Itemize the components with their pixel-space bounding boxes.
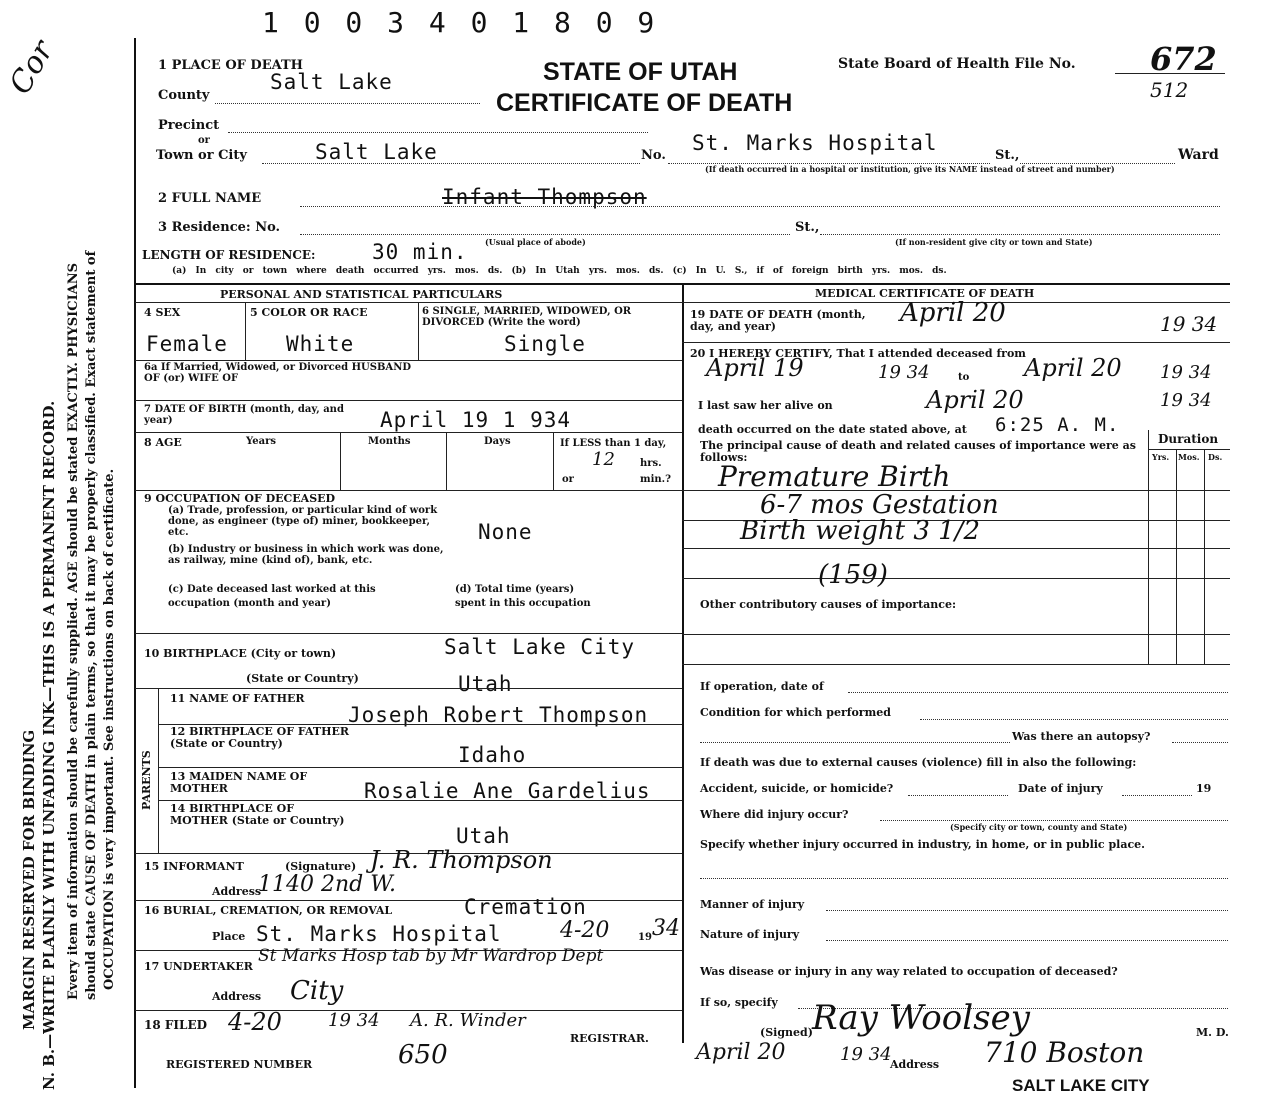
residence-st-label: St.,: [795, 220, 820, 235]
burial-year: 34: [652, 916, 680, 941]
to-label: to: [958, 372, 970, 383]
father-label: 11 NAME OF FATHER: [170, 692, 305, 705]
reg-number: 650: [398, 1040, 448, 1070]
dod-label: 19 DATE OF DEATH (month, day, and year): [690, 308, 866, 333]
autopsy-line: [700, 742, 1010, 743]
filed-date: 4-20: [228, 1008, 282, 1036]
hospital-value: St. Marks Hospital: [692, 131, 938, 155]
injury-date-label: Date of injury: [1018, 782, 1103, 795]
informant-label: 15 INFORMANT: [144, 860, 244, 873]
occupation-value: None: [478, 520, 533, 544]
where-note: (Specify city or town, county and State): [950, 822, 1128, 832]
margin-instr-2: should state CAUSE OF DEATH in plain terms, so that it may be properly classified. Exact statement of: [84, 250, 99, 1000]
row-rule-13: [135, 1010, 682, 1011]
file-line: [1115, 73, 1225, 74]
dob-value: April 19 1 934: [380, 408, 572, 432]
undertaker-label: 17 UNDERTAKER: [144, 960, 253, 973]
autopsy-label: Was there an autopsy?: [1012, 730, 1151, 743]
ward-label: Ward: [1178, 147, 1219, 163]
age-months-label: Months: [368, 436, 411, 447]
margin-binding: MARGIN RESERVED FOR BINDING: [20, 729, 38, 1030]
parents-divider: [158, 688, 159, 853]
mother-bp-label: 14 BIRTHPLACE OF MOTHER (State or Country): [170, 802, 345, 827]
duration-ds: Ds.: [1208, 452, 1223, 462]
row-rule-5: [135, 633, 682, 634]
manner-label: Manner of injury: [700, 898, 805, 911]
age-div-3: [553, 432, 554, 490]
certify-label: 20 I HEREBY CERTIFY, That I attended deceased from: [690, 347, 1026, 360]
sex-label: 4 SEX: [144, 306, 181, 319]
row-rule-8: [158, 767, 682, 768]
informant-address-label: Address: [212, 885, 262, 898]
abode-note: (Usual place of abode): [485, 237, 586, 247]
cause-2: 6-7 mos Gestation: [760, 490, 999, 520]
occurred-label: death occurred on the date stated above, at: [698, 423, 967, 436]
informant-signature: J. R. Thompson: [370, 846, 553, 874]
spouse-label: 6a If Married, Widowed, or Divorced HUSBAND OF (or) WIFE OF: [144, 362, 412, 384]
med-line-d: [682, 578, 1230, 579]
birth-state-value: Utah: [458, 672, 513, 696]
duration-div-3: [1204, 449, 1205, 665]
precinct-line: [228, 132, 648, 133]
row-rule-3: [135, 432, 682, 433]
operation-line: [848, 692, 1228, 693]
or-label: or: [198, 135, 210, 146]
injury-date-line: [1122, 795, 1192, 796]
serial-number: 1 0 0 3 4 0 1 8 0 9: [262, 6, 659, 39]
nature-label: Nature of injury: [700, 928, 800, 941]
father-bp-label: 12 BIRTHPLACE OF FATHER (State or Country): [170, 725, 350, 750]
occupation-c: (c) Date deceased last worked at this occupation (month and year): [168, 584, 376, 609]
manner-line: [826, 910, 1228, 911]
filed-label: 18 FILED: [144, 1018, 207, 1032]
accident-label: Accident, suicide, or homicide?: [700, 782, 894, 795]
last-saw-value: April 20: [926, 386, 1024, 414]
to-year: 19 34: [1160, 362, 1212, 383]
corner-note: Cor: [2, 34, 61, 101]
operation-label: If operation, date of: [700, 680, 824, 693]
hrs-value: 12: [592, 449, 615, 470]
dod-value: April 20: [900, 298, 1006, 328]
specify-label: Specify whether injury occurred in industry, in home, or in public place.: [700, 838, 1145, 851]
burial-year-prefix: 19: [638, 932, 652, 943]
duration-rule: [1148, 449, 1230, 450]
margin-instr-3: OCCUPATION is very important. See instructions on back of certificate.: [102, 468, 117, 990]
med-line-f: [682, 664, 1230, 665]
fullname-line: [300, 206, 1220, 207]
no-label: No.: [641, 148, 666, 163]
age-years-label: Years: [246, 436, 277, 447]
dod-year: 19 34: [1160, 312, 1218, 336]
mother-label: 13 MAIDEN NAME OF MOTHER: [170, 770, 308, 795]
from-year: 19 34: [878, 362, 930, 383]
med-address-label: Address: [890, 1058, 940, 1071]
margin-nb: N. B.—WRITE PLAINLY WITH UNFADING INK—THIS IS A PERMANENT RECORD.: [40, 400, 58, 1090]
dob-label: 7 DATE OF BIRTH (month, day, and year): [144, 404, 344, 426]
medical-header: MEDICAL CERTIFICATE OF DEATH: [815, 287, 1035, 300]
informant-address: 1140 2nd W.: [258, 872, 396, 897]
personal-rule: [135, 302, 682, 303]
or-min-label: or: [562, 474, 574, 485]
sex-divider: [245, 302, 246, 360]
undertaker-value: St Marks Hosp tab by Mr Wardrop Dept: [258, 946, 604, 966]
duration-label: Duration: [1158, 432, 1219, 446]
title-certificate: CERTIFICATE OF DEATH: [496, 89, 793, 117]
condition-line: [920, 719, 1228, 720]
hospital-note: (If death occurred in a hospital or institution, give its NAME instead of street and number): [705, 164, 1115, 174]
last-saw-year: 19 34: [1160, 390, 1212, 411]
burial-date: 4-20: [560, 918, 610, 943]
row-rule-1: [135, 360, 682, 361]
med-address: 710 Boston: [984, 1036, 1145, 1069]
to-value: April 20: [1024, 354, 1122, 382]
city-stamp: SALT LAKE CITY: [1012, 1076, 1150, 1095]
nonres-note: (If non-resident give city or town and State): [895, 237, 1093, 247]
filed-year: 19 34: [328, 1010, 380, 1031]
column-divider: [682, 283, 684, 1043]
county-label: County: [158, 88, 210, 103]
row-rule-2: [135, 400, 682, 401]
occupation-d: (d) Total time (years) spent in this occupation: [455, 584, 591, 609]
fullname-label: 2 FULL NAME: [158, 191, 262, 206]
residence-st-line: [820, 234, 1220, 235]
color-value: White: [286, 332, 355, 356]
sign-year: 19 34: [840, 1044, 892, 1065]
occ-related-label: Was disease or injury in any way related to occupation of deceased?: [700, 965, 1118, 978]
if-so-label: If so, specify: [700, 996, 778, 1009]
place-label: 1 PLACE OF DEATH: [158, 58, 303, 73]
age-days-label: Days: [484, 436, 511, 447]
sign-date: April 20: [696, 1040, 786, 1065]
accident-line: [908, 795, 1008, 796]
residence-label: 3 Residence: No.: [158, 220, 281, 235]
duration-mos: Mos.: [1178, 452, 1200, 462]
hrs-label: hrs.: [640, 458, 662, 469]
specify-line: [700, 878, 1228, 879]
row-rule-6: [135, 688, 682, 689]
county-line: [215, 103, 480, 104]
cause-3: Birth weight 3 1/2: [740, 516, 981, 546]
parents-label: PARENTS: [140, 750, 153, 810]
age-div-1: [340, 432, 341, 490]
registrar-signature: A. R. Winder: [410, 1010, 526, 1031]
duration-div-2: [1176, 449, 1177, 665]
med-line-e: [682, 634, 1230, 635]
margin-instr-1: Every item of information should be carefully supplied. AGE should be stated EXACTLY. PHYSICIANS: [66, 262, 81, 1000]
mother-bp-value: Utah: [456, 824, 511, 848]
from-value: April 19: [706, 354, 804, 382]
length-label: LENGTH OF RESIDENCE:: [142, 248, 316, 262]
marital-label: 6 SINGLE, MARRIED, WIDOWED, OR DIVORCED (Write the word): [422, 306, 632, 328]
injury-year: 19: [1196, 782, 1212, 795]
duration-yrs: Yrs.: [1152, 452, 1170, 462]
age-div-2: [446, 432, 447, 490]
registrar-label: REGISTRAR.: [570, 1032, 649, 1045]
time-value: 6:25 A. M.: [995, 414, 1120, 436]
less-label: If LESS than 1 day,: [560, 438, 667, 449]
sex-value: Female: [146, 332, 228, 356]
med-line-c: [682, 548, 1230, 549]
residence-line: [300, 234, 790, 235]
file-number: 672: [1150, 40, 1217, 78]
father-value: Joseph Robert Thompson: [348, 703, 649, 727]
occupation-label: 9 OCCUPATION OF DECEASED: [144, 492, 336, 505]
med-rule-2: [682, 342, 1230, 343]
town-line: [262, 163, 640, 164]
st-label: St.,: [995, 148, 1020, 163]
file-number-2: 512: [1150, 78, 1189, 102]
occupation-b: (b) Industry or business in which work was done, as railway, mine (kind of), bank, etc.: [168, 544, 444, 566]
min-label: min.?: [640, 474, 671, 485]
length-value: 30 min.: [372, 240, 468, 264]
title-state: STATE OF UTAH: [543, 58, 738, 86]
father-bp-value: Idaho: [458, 743, 527, 767]
row-rule-9: [158, 800, 682, 801]
nature-line: [826, 940, 1228, 941]
cause-code: (159): [818, 560, 888, 590]
undertaker-address-label: Address: [212, 990, 262, 1003]
birth-state-label: (State or Country): [246, 672, 359, 685]
cause-label: The principal cause of death and related causes of importance were as follows:: [700, 439, 1136, 464]
burial-place-label: Place: [212, 930, 246, 943]
length-sub: (a) In city or town where death occurred yrs. mos. ds. (b) In Utah yrs. mos. ds. (c) In U. S., if of foreign birth yrs. mos. ds.: [172, 266, 947, 276]
birthplace-label: 10 BIRTHPLACE (City or town): [144, 647, 337, 660]
file-label: State Board of Health File No.: [838, 56, 1076, 72]
external-label: If death was due to external causes (violence) fill in also the following:: [700, 756, 1137, 769]
town-value: Salt Lake: [315, 140, 438, 164]
where-label: Where did injury occur?: [700, 808, 849, 821]
where-line: [880, 820, 1228, 821]
autopsy-answer-line: [1172, 742, 1228, 743]
color-divider: [418, 302, 419, 360]
row-rule-11: [135, 900, 682, 901]
town-label: Town or City: [156, 148, 247, 163]
undertaker-address: City: [290, 976, 344, 1006]
occupation-a: (a) Trade, profession, or particular kind of work done, as engineer (type of) miner, bookkeeper, etc.: [168, 505, 438, 538]
precinct-label: Precinct: [158, 118, 220, 133]
fullname-value: Infant Thompson: [442, 185, 647, 209]
reg-number-label: REGISTERED NUMBER: [166, 1058, 313, 1071]
physician-signature: Ray Woolsey: [812, 998, 1030, 1038]
personal-header: PERSONAL AND STATISTICAL PARTICULARS: [220, 288, 503, 301]
condition-label: Condition for which performed: [700, 706, 891, 719]
color-label: 5 COLOR OR RACE: [250, 306, 368, 319]
frame-left: [134, 38, 136, 1088]
mother-value: Rosalie Ane Gardelius: [364, 779, 651, 803]
age-label: 8 AGE: [144, 436, 182, 449]
county-value: Salt Lake: [270, 70, 393, 94]
burial-value: Cremation: [464, 895, 587, 919]
cause-1: Premature Birth: [718, 460, 951, 493]
last-saw-label: I last saw her alive on: [698, 399, 833, 412]
informant-sig-label: (Signature): [285, 860, 357, 873]
row-rule-4: [135, 490, 682, 491]
marital-value: Single: [504, 332, 586, 356]
signed-label: (Signed): [760, 1026, 813, 1039]
md-label: M. D.: [1196, 1026, 1229, 1039]
other-causes-label: Other contributory causes of importance:: [700, 598, 957, 611]
birthplace-value: Salt Lake City: [444, 635, 636, 659]
burial-place-value: St. Marks Hospital: [256, 922, 502, 946]
burial-label: 16 BURIAL, CREMATION, OR REMOVAL: [144, 904, 393, 917]
